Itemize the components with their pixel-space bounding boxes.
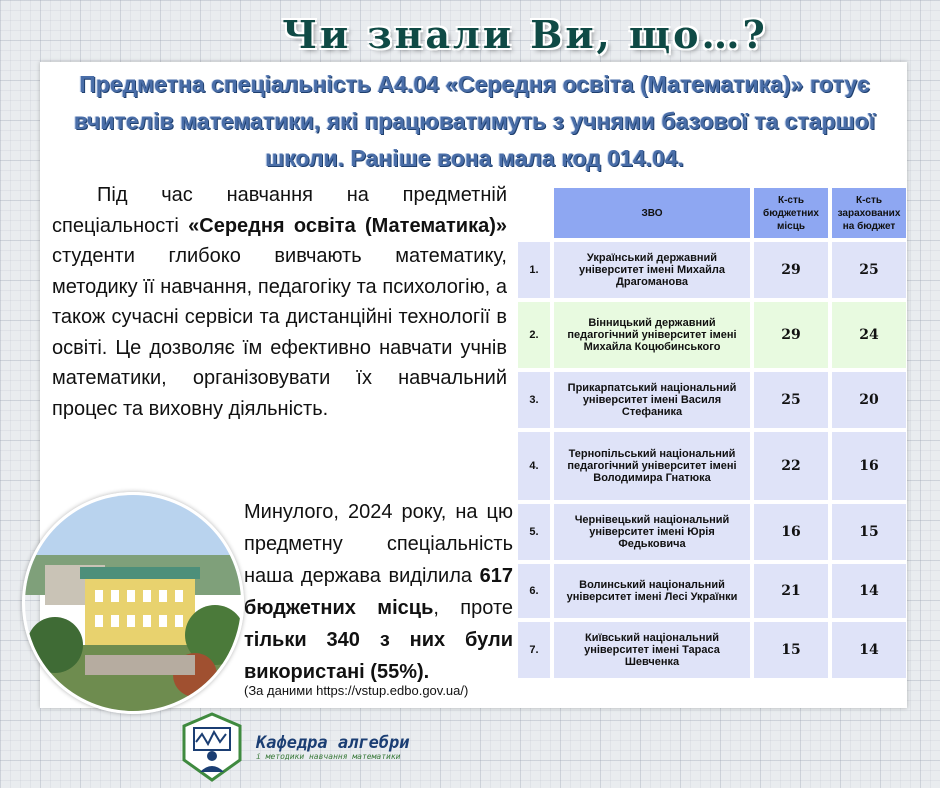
enrolled-count: 20 — [832, 372, 906, 428]
enrolled-count: 14 — [832, 564, 906, 618]
table-row — [518, 432, 906, 500]
institution-name: Київський національний університет імені Тараса Шевченка — [554, 622, 750, 678]
note-budget-places: 617 бюджетних місць — [244, 565, 513, 619]
budget-places: 16 — [754, 504, 828, 560]
table-row — [518, 302, 906, 368]
row-number: 6. — [518, 564, 550, 618]
header-institution: ЗВО — [554, 188, 750, 238]
row-number: 1. — [518, 242, 550, 298]
row-number: 7. — [518, 622, 550, 678]
institution-name: Український державний університет імені Михайла Драгоманова — [554, 242, 750, 298]
note-part-3: , проте — [433, 597, 513, 619]
header-blank — [518, 188, 550, 238]
page-title: Чи знали Ви, що…? — [282, 12, 768, 57]
enrolled-count: 24 — [832, 302, 906, 368]
enrolled-count: 25 — [832, 242, 906, 298]
header-enrolled: К-сть зарахованих на бюджет — [832, 188, 906, 238]
table-row — [518, 242, 906, 298]
institution-name: Чернівецький національний університет імені Юрія Федьковича — [554, 504, 750, 560]
budget-places: 25 — [754, 372, 828, 428]
institution-name: Тернопільський національний педагогічний університет імені Володимира Гнатюка — [554, 432, 750, 500]
body-specialty: «Середня освіта (Математика)» — [188, 214, 507, 237]
university-photo — [22, 492, 244, 714]
note-used-places: тільки 340 з них були використані (55%). — [244, 629, 513, 683]
row-number: 4. — [518, 432, 550, 500]
note-part-1: Минулого, 2024 року, на цю предметну спеціальність наша держава виділила — [244, 501, 513, 587]
body-paragraph — [52, 180, 507, 424]
department-subtitle: і методики навчання математики — [256, 752, 401, 761]
enrolled-count: 15 — [832, 504, 906, 560]
budget-places: 29 — [754, 242, 828, 298]
table-row — [518, 622, 906, 678]
department-name: Кафедра алгебри — [256, 733, 410, 753]
budget-note — [244, 496, 513, 688]
table-row — [518, 372, 906, 428]
body-part-3: студенти глибоко вивчають математику, методику її навчання, педагогіку та психологію, а також сучасні сервіси та дистанційні технології в освіті. Це дозволяє їм ефективно навчати учнів математики, організовувати їх навчальний процес та виховну діяльність. — [52, 245, 507, 420]
source-note: (За даними https://vstup.edbo.gov.ua/) — [244, 683, 469, 698]
institution-name: Прикарпатський національний університет імені Василя Стефаника — [554, 372, 750, 428]
body-part-1: Під час навчання на предметній спеціальності — [52, 184, 507, 237]
row-number: 2. — [518, 302, 550, 368]
row-number: 5. — [518, 504, 550, 560]
institution-name: Волинський національний університет імені Лесі Українки — [554, 564, 750, 618]
enrolled-count: 14 — [832, 622, 906, 678]
department-logo-icon — [180, 712, 244, 782]
header-budget-places: К-сть бюджетних місць — [754, 188, 828, 238]
intro-heading: Предметна спеціальність А4.04 «Середня освіта (Математика)» готує вчителів математики, які працюватимуть з учнями базової та старшої школи. Раніше вона мала код 014.04. — [73, 71, 876, 171]
enrolled-count: 16 — [832, 432, 906, 500]
budget-places: 29 — [754, 302, 828, 368]
budget-places: 22 — [754, 432, 828, 500]
row-number: 3. — [518, 372, 550, 428]
budget-places: 15 — [754, 622, 828, 678]
institution-name: Вінницький державний педагогічний університет імені Михайла Коцюбинського — [554, 302, 750, 368]
universities-table — [514, 184, 910, 682]
table-row — [518, 504, 906, 560]
table-row — [518, 564, 906, 618]
budget-places: 21 — [754, 564, 828, 618]
